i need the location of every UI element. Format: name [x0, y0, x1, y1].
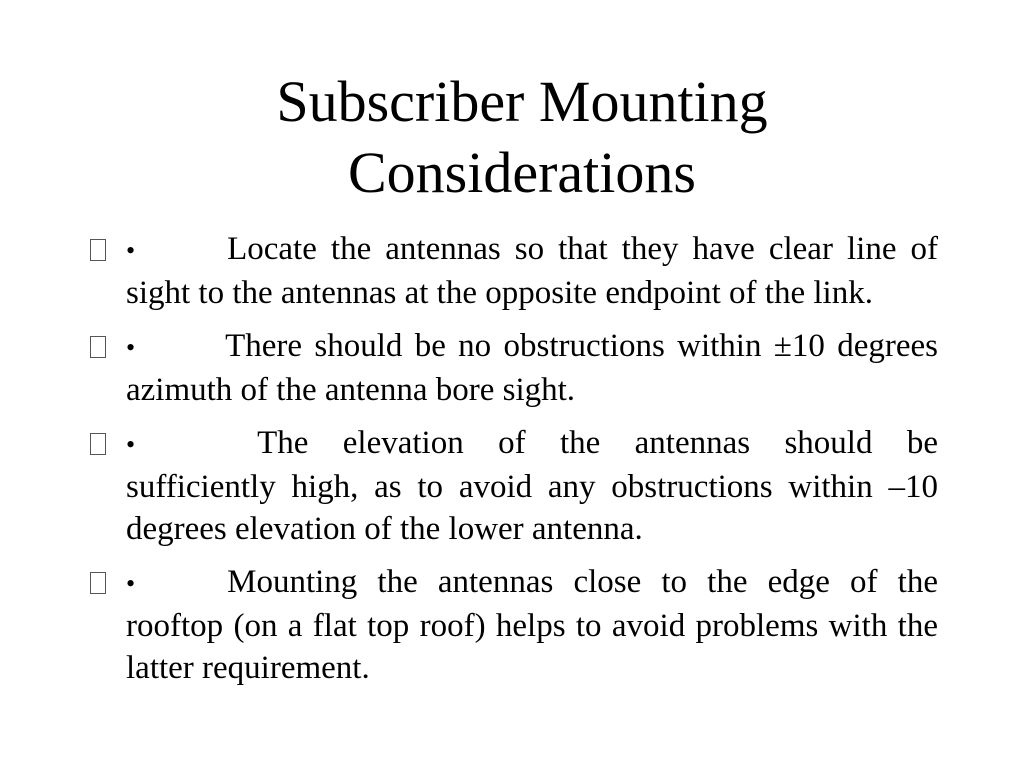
bullet-dot: • [126, 236, 136, 265]
bullet-item [88, 561, 938, 689]
missing-glyph-box-icon [90, 572, 106, 594]
bullet-item [88, 422, 938, 550]
bullet-dot: • [126, 430, 136, 459]
bullet-item [88, 325, 938, 411]
bullet-text: The elevation of the antennas should be sufficiently high, as to avoid any obstructions within –10 degrees elevation of the lower antenna. [126, 425, 938, 547]
missing-glyph-box-icon [90, 336, 106, 358]
bullet-item [88, 228, 938, 314]
bullet-list [88, 228, 938, 700]
title-line-1: Subscriber Mounting [276, 69, 768, 134]
bullet-text: Locate the antennas so that they have clear line of sight to the antennas at the opposite endpoint of the link. [126, 231, 938, 311]
bullet-text: Mounting the antennas close to the edge of the rooftop (on a flat top roof) helps to avoid problems with the latter requirement. [126, 564, 938, 686]
bullet-text: There should be no obstructions within ±10 degrees azimuth of the antenna bore sight. [126, 328, 938, 408]
bullet-dot: • [126, 569, 136, 598]
missing-glyph-box-icon [90, 239, 106, 261]
title-line-2: Considerations [348, 140, 696, 205]
bullet-dot: • [126, 333, 136, 362]
missing-glyph-box-icon [90, 433, 106, 455]
slide-title [0, 66, 1024, 208]
